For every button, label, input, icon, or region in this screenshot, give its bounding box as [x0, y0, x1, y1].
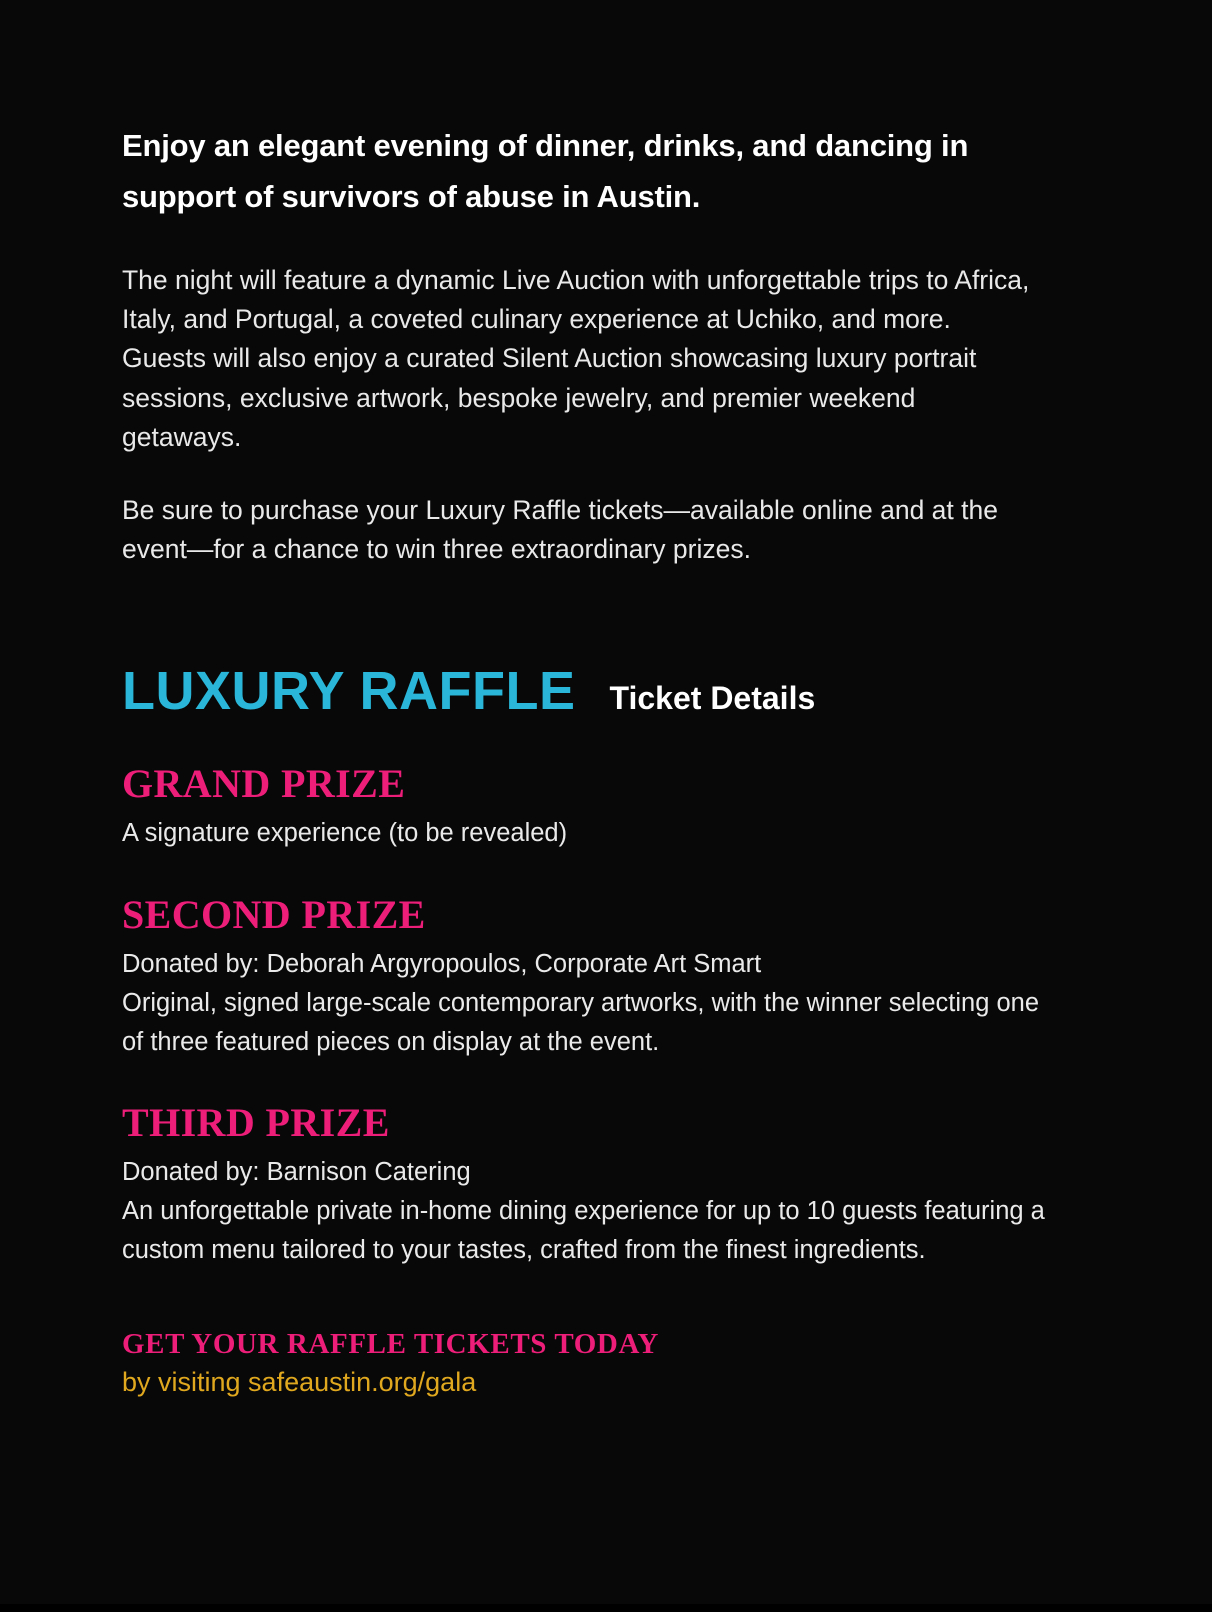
prize-description-second: Original, signed large-scale contemporary artworks, with the winner selecting one of three featured pieces on display at the event. [122, 988, 1040, 1056]
intro-heading: Enjoy an elegant evening of dinner, drinks, and dancing in support of survivors of abuse in Austin. [122, 128, 969, 215]
raffle-title-main: LUXURY RAFFLE [122, 661, 576, 722]
flyer-content [122, 120, 1082, 1398]
prize-donor-third: Donated by: Barnison Catering [122, 1158, 471, 1187]
cta-link[interactable]: by visiting safeaustin.org/gala [122, 1366, 477, 1397]
intro-paragraph-2: Be sure to purchase your Luxury Raffle tickets—available online and at the event—for a chance to win three extraordinary prizes. [122, 495, 998, 565]
prize-description-third: An unforgettable private in-home dining experience for up to 10 guests featuring a custom menu tailored to your tastes, crafted from the finest ingredients. [122, 1197, 1045, 1264]
bottom-strip [0, 1604, 1212, 1612]
prize-heading-third: THIRD PRIZE [122, 1100, 390, 1146]
cta-block [122, 1328, 1082, 1398]
prize-block-second [122, 893, 1082, 1061]
intro-paragraph-1: The night will feature a dynamic Live Auction with unforgettable trips to Africa, Italy, and Portugal, a coveted culinary experience at Uchiko, and more. Guests will also enjoy a curated Silent Auction showcasing luxury portrait sessions, exclusive artwork, bespoke jewelry, and premier weekend getaways. [122, 264, 1030, 452]
prize-description-grand: A signature experience (to be revealed) [122, 819, 568, 848]
raffle-title [122, 661, 1082, 722]
prize-heading-grand: GRAND PRIZE [122, 761, 406, 807]
cta-heading: GET YOUR RAFFLE TICKETS TODAY [122, 1327, 659, 1360]
prize-heading-second: SECOND PRIZE [122, 892, 426, 938]
raffle-title-sub: Ticket Details [609, 680, 816, 717]
prize-donor-second: Donated by: Deborah Argyropoulos, Corporate Art Smart [122, 950, 762, 979]
prize-block-grand [122, 762, 1082, 853]
prize-block-third [122, 1101, 1082, 1269]
